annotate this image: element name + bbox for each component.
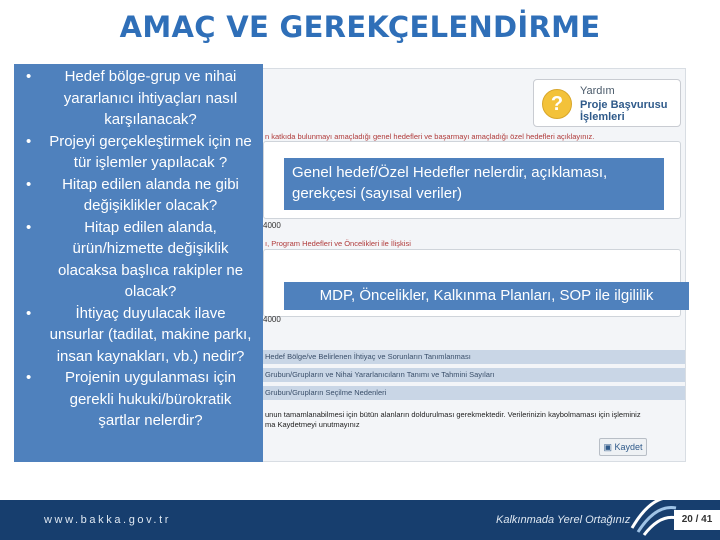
objectives-instruction: n katkıda bulunmayı amaçladığı genel hedefleri ve başarmayı amaçladığı özel hedefleri açıklayınız. — [265, 132, 595, 141]
char-count-1: 4000 — [263, 221, 281, 230]
list-item — [14, 303, 253, 368]
save-button[interactable] — [599, 438, 647, 456]
question-text: İhtiyaç duyulacak ilave unsurlar (tadilat, makine parkı, insan kaynakları, vb.) nedir? — [49, 304, 252, 365]
question-icon: ? — [542, 89, 572, 119]
callout-general-goals: Genel hedef/Özel Hedefler nelerdir, açıklaması, gerekçesi (sayısal veriler) — [284, 158, 664, 210]
section-bar-selection[interactable]: Grubun/Grupların Seçilme Nedenleri — [263, 386, 685, 400]
section-bar-needs[interactable]: Hedef Bölge/ve Belirlenen İhtiyaç ve Sorunların Tanımlanması — [263, 350, 685, 364]
list-item — [14, 131, 253, 174]
question-text: Hitap edilen alanda ne gibi değişiklikler olacak? — [62, 175, 239, 214]
footer — [0, 500, 720, 540]
question-text: Projeyi gerçekleştirmek için ne tür işlemler yapılacak ? — [49, 132, 252, 171]
help-link-line1: Proje Başvurusu — [580, 99, 668, 111]
page-number: 20 / 41 — [674, 510, 720, 530]
question-text: Projenin uygulanması için gerekli hukuki/bürokratik şartlar nelerdir? — [65, 369, 236, 429]
list-item — [14, 174, 253, 217]
bullet-icon: • — [26, 132, 32, 150]
warning-line-1: unun tamamlanabilmesi için bütün alanların doldurulması gerekmektedir. Verilerinizin kaybolmaması için işleminiz — [265, 410, 641, 419]
save-label: Kaydet — [614, 442, 643, 452]
questions-panel — [14, 64, 263, 462]
bullet-icon: • — [26, 68, 32, 85]
help-title: Yardım — [580, 85, 615, 97]
help-box[interactable] — [533, 79, 681, 127]
bullet-icon: • — [26, 175, 32, 193]
list-item — [14, 367, 253, 432]
section-program-relation: ı, Program Hedefleri ve Öncelikleri ile İlişkisi — [265, 239, 411, 248]
bullet-icon: • — [26, 304, 32, 322]
agency-logo-icon — [626, 488, 678, 536]
callout-mdp: MDP, Öncelikler, Kalkınma Planları, SOP ile ilgililik — [284, 282, 689, 310]
list-item — [14, 66, 253, 131]
list-item — [14, 217, 253, 303]
slide-title: AMAÇ VE GEREKÇELENDİRME — [119, 10, 601, 44]
help-link-line2: İşlemleri — [580, 111, 625, 123]
char-count-2: 4000 — [263, 315, 281, 324]
bullet-icon: • — [26, 369, 32, 386]
save-icon: ▣ — [603, 442, 612, 452]
bullet-icon: • — [26, 218, 32, 236]
section-bar-target-groups[interactable]: Grubun/Grupların ve Nihai Yararlanıcıların Tanımı ve Tahmini Sayıları — [263, 368, 685, 382]
website-link[interactable]: www.bakka.gov.tr — [44, 514, 171, 526]
help-link[interactable] — [580, 99, 667, 123]
warning-line-2: ma Kaydetmeyi unutmayınız — [265, 420, 360, 429]
question-text: Hedef bölge-grup ve nihai yararlanıcı ihtiyaçları nasıl karşılanacak? — [63, 68, 238, 128]
form-screenshot — [262, 68, 686, 462]
questions-list — [14, 66, 253, 432]
question-text: Hitap edilen alanda, ürün/hizmette değişiklik olacaksa başlıca rakipler ne olacak? — [57, 218, 244, 300]
footer-tagline: Kalkınmada Yerel Ortağınız — [496, 514, 631, 526]
